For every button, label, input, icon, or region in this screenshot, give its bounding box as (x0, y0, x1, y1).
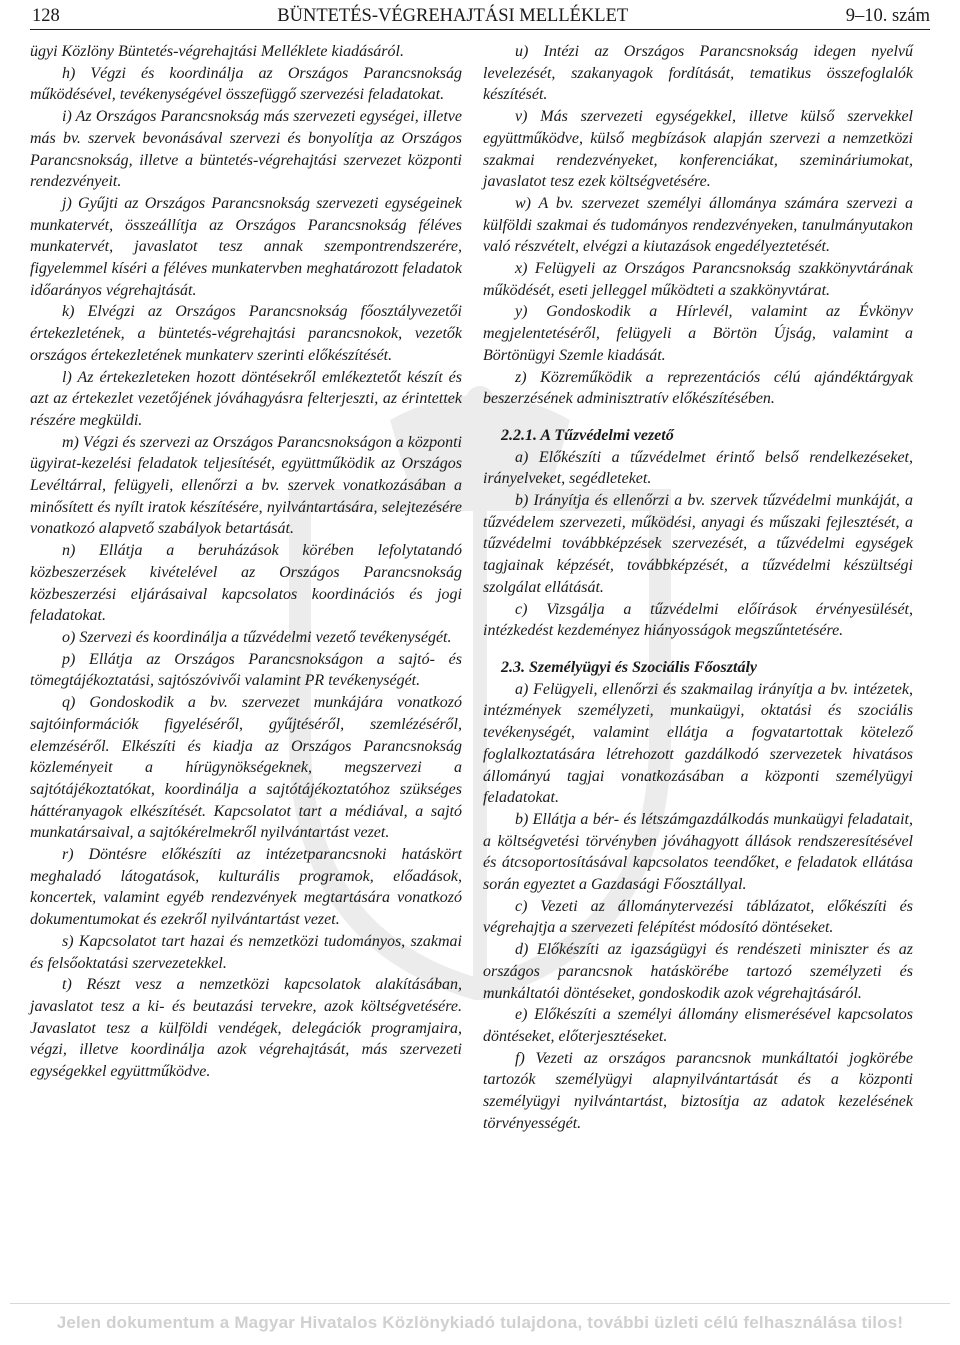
paragraph: h) Végzi és koordinálja az Országos Parancsnokság működésével, tevékenységével összefüggő szervezési feladatokat. (30, 64, 462, 104)
paragraph: j) Gyűjti az Országos Parancsnokság szervezeti egységeinek munkatervét, összeállítja az Országos Parancsnokság féléves munkatervét, javaslatot tesz annak szempontrendszerére, figyelemmel kíséri a féléves munkatervben meghatározott feladatok időarányos végrehajtását. (30, 194, 462, 299)
paragraph: a) Felügyeli, ellenőrzi és szakmailag irányítja a bv. intézetek, intézmények személyzeti, munkaügyi, oktatási és szociális tevékenységét, valamint ellátja a fogvatartottak kötelező foglalkoztatására létrehozott gazdálkodó szervezetek hivatásos állományú tagjai vonatkozásában a központi személyügyi feladatokat. (483, 680, 913, 807)
paragraph: k) Elvégzi az Országos Parancsnokság főosztályvezetői értekezletének, a büntetés-végrehajtási parancsnokok, vezetők országos értekezletének munkaterv szerinti előkészítését. (30, 303, 462, 364)
paragraph: ügyi Közlöny Büntetés-végrehajtási Melléklete kiadásáról. (30, 43, 404, 60)
paragraph: f) Vezeti az országos parancsnok munkáltatói jogkörébe tartozók személyügyi alapnyilvántartását és a központi személyügyi nyilvántartást, biztosítja az adatok kezelésének törvényességét. (483, 1049, 913, 1132)
paragraph: w) A bv. szervezet személyi állománya számára szervezi a külföldi szakmai és tudományos rendezvényeken, tanulmányutakon való részvételt, elvégzi a kiutazások engedélyeztetését. (483, 194, 913, 256)
paragraph: e) Előkészíti a személyi állomány elismerésével kapcsolatos döntéseket, előterjesztéseket. (483, 1006, 913, 1045)
paragraph: n) Ellátja a beruházások körében lefolytatandó közbeszerzések kivételével az Országos Parancsnokság közbeszerzési eljárásaival kapcsolatos koordinációs és jogi feladatokat. (30, 542, 462, 625)
paragraph: l) Az értekezleteken hozott döntésekről emlékeztetőt készít és azt az értekezlet vezetőjének jóváhagyásra felterjeszti, az érintettek részére megküldi. (30, 368, 462, 429)
right-column (483, 41, 913, 1134)
header-divider (30, 29, 930, 30)
paragraph: a) Előkészíti a tűzvédelmet érintő belső rendelkezéseket, irányelveket, segédleteket. (483, 448, 913, 488)
paragraph: m) Végzi és szervezi az Országos Parancsnokságon a központi ügyirat-kezelési feladatok teljesítését, együttműködik az Országos Levéltárral, felügyeli, ellenőrzi a bv. szervek vonatkozásában a minősített és nyílt iratok készítésére, nyilvántartására, selejtezésére vonatkozó alapvető szabályok betartását. (30, 433, 462, 538)
paragraph: d) Előkészíti az igazságügyi és rendészeti miniszter és az országos parancsnok hatáskörébe tartozó személyzeti és munkáltatói döntéseket, gondoskodik azok végrehajtásáról. (483, 941, 913, 1002)
left-column (30, 41, 462, 1083)
paragraph: p) Ellátja az Országos Parancsnokságon a sajtó- és tömegtájékoztatási, sajtószóvivői valamint PR tevékenységét. (30, 650, 462, 690)
paragraph: v) Más szervezeti egységekkel, illetve külső szervekkel együttműködve, külső megbízások alapján szervezi a nemzetközi szakmai rendezvényeket, konferenciákat, szemináriumokat, javaslatot tesz ezek költségvetésére. (483, 108, 913, 191)
paragraph: r) Döntésre előkészíti az intézetparancsnoki hatáskört meghaladó látogatások, kulturális programok, előadások, koncertek, valamint egyéb rendezvények megtartására vonatkozó dokumentumokat és ezekről nyilvántartást vezet. (30, 846, 462, 929)
page-number: 128 (32, 6, 60, 26)
paragraph: o) Szervezi és koordinálja a tűzvédelmi vezető tevékenységét. (62, 628, 452, 646)
paragraph: z) Közreműködik a reprezentációs célú ajándéktárgyak beszerzésének adminisztratív előkészítésében. (483, 368, 913, 408)
footer-divider (10, 1303, 950, 1304)
paragraph: t) Részt vesz a nemzetközi kapcsolatok alakításában, javaslatot tesz a ki- és beutazási tervekre, azok költségvetésére. Javaslatot tesz a külföldi vendégek, delegációk programjaira, végzi, illetve koordinálja azok végrehajtását, más szervezeti egységekkel együttműködve. (30, 976, 462, 1081)
paragraph: b) Irányítja és ellenőrzi a bv. szervek tűzvédelmi munkáját, a tűzvédelem szervezeti, működési, anyagi és műszaki fejlesztését, a tűzvédelmi továbbképzések szervezését, a tűzvédelmi egységek tagjainak képzését, továbbképzését, a tűzvédelmi készültségi szolgálat ellátását. (483, 492, 913, 596)
section-heading-personnel: 2.3. Személyügyi és Szociális Főosztály (501, 658, 757, 676)
paragraph: c) Vizsgálja a tűzvédelmi előírások érvényesülését, intézkedést kezdeményez hiányosságok megszűntetésére. (483, 600, 913, 640)
paragraph: y) Gondoskodik a Hírlevél, valamint az Évkönyv megjelentetéséről, felügyeli a Börtön Újság, valamint a Börtönügyi Szemle kiadását. (483, 303, 913, 364)
paragraph: u) Intézi az Országos Parancsnokság idegen nyelvű levelezését, szakanyagok fordítását, tematikus összefoglalók készítését. (483, 43, 913, 104)
paragraph: s) Kapcsolatot tart hazai és nemzetközi tudományos, szakmai és felsőoktatási szervezetekkel. (30, 932, 462, 972)
section-heading-fire-safety: 2.2.1. A Tűzvédelmi vezető (501, 426, 674, 444)
issue-number: 9–10. szám (845, 6, 930, 26)
journal-title: BÜNTETÉS-VÉGREHAJTÁSI MELLÉKLET (277, 6, 629, 26)
paragraph: x) Felügyeli az Országos Parancsnokság szakkönyvtárának működését, eseti jelleggel működteti a szakkönyvtárat. (483, 260, 913, 299)
ownership-notice: Jelen dokumentum a Magyar Hivatalos Közlönykiadó tulajdona, további üzleti célú felhasználása tilos! (56, 1313, 904, 1332)
page-header (32, 4, 930, 28)
paragraph: b) Ellátja a bér- és létszámgazdálkodás munkaügyi feladatait, a költségvetési törvényben jóváhagyott állások rendszeresítésével és átcsoportosításával kapcsolatos teendőket, e feladatok ellátása során egyeztet a Gazdasági Főosztállyal. (483, 810, 913, 894)
paragraph: c) Vezeti az állománytervezési táblázatot, előkészíti és végrehajtja a szervezeti felépítést módosító döntéseket. (483, 897, 913, 937)
paragraph: i) Az Országos Parancsnokság más szervezeti egységei, illetve más bv. szervek bevonásával szervezi és bonyolítja az Országos Parancsnokság, illetve a büntetés-végrehajtási szervezet központi rendezvényeit. (30, 108, 462, 191)
paragraph: q) Gondoskodik a bv. szervezet munkájára vonatkozó sajtóinformációk figyeléséről, gyűjtéséről, szemlézéséről, elemzéséről. Elkészíti és kiadja az Országos Parancsnokság közleményeit a hírügynökségeknek, megszervezi a sajtótájékoztatókat, koordinálja a sajtótájékoztatóhoz szükséges háttéranyagok elkészítését. Kapcsolatot tart a médiával, a sajtó munkatársaival, a sajtókérelmekről nyilvántartást vezet. (30, 694, 462, 842)
